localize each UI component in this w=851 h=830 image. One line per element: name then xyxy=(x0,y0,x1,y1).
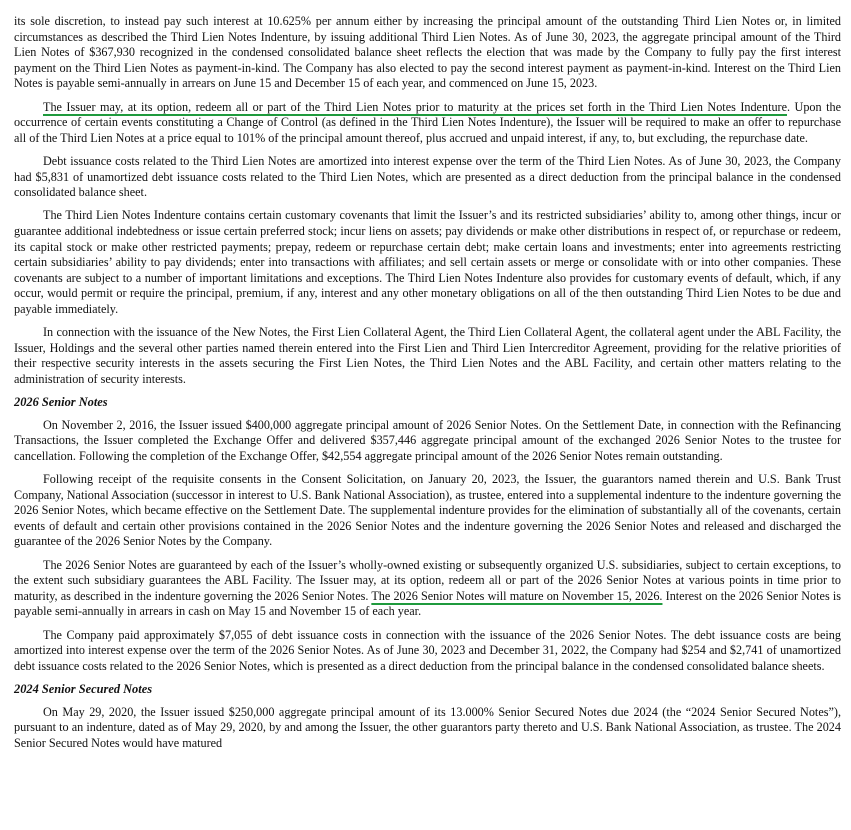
paragraph-third-lien-interest: its sole discretion, to instead pay such interest at 10.625% per annum either by increasing the principal amount of the outstanding Third Lien Notes or, in limited circumstances as described the Third Lien Notes Indenture, by issuing additional Third Lien Notes. As of June 30, 2023, the aggregate principal amount of the Third Lien Notes of $367,930 recognized in the condensed consolidated balance sheet reflects the election that was made by the Company to fully pay the first interest payment on the Third Lien Notes as payment-in-kind. The Company has also elected to pay the second interest payment as payment-in-kind. Interest on the Third Lien Notes is payable semi-annually in arrears on June 15 and December 15 of each year, and commenced on June 15, 2023. xyxy=(14,14,841,91)
paragraph-third-lien-redemption xyxy=(14,100,841,147)
guarantees-text: The 2026 Senior Notes are guaranteed by each of the Issuer’s wholly-owned existing or subsequently organized U.S. subsidiaries, subject to certain exceptions, to the extent such subsidiary guarantees the ABL Facility. The Issuer may, at its option, redeem all or part of the 2026 Senior Notes at various points in time prior to maturity, as described in the indenture governing the 2026 Senior Notes. xyxy=(14,557,841,603)
paragraph-third-lien-covenants: The Third Lien Notes Indenture contains certain customary covenants that limit the Issuer’s and its restricted subsidiaries’ ability to, among other things, incur or guarantee additional indebtedness or issue certain preferred stock; incur liens on assets; pay dividends or make other distributions in respect of, or repurchase or redeem, its capital stock or make other restricted payments; prepay, redeem or repurchase certain debt; make certain loans and investments; enter into agreements restricting certain subsidiaries’ ability to pay dividends; enter into transactions with affiliates; and sell certain assets or merge or consolidate with or into other companies. These covenants are subject to a number of important limitations and exceptions. The Third Lien Notes Indenture also provides for customary events of default, which, if any occur, would permit or require the principal, premium, if any, interest and any other monetary obligations on all of the then outstanding Third Lien Notes to be due and payable immediately. xyxy=(14,208,841,316)
heading-2024-senior-secured-notes: 2024 Senior Secured Notes xyxy=(14,681,153,696)
paragraph-2026-issuance: On November 2, 2016, the Issuer issued $400,000 aggregate principal amount of 2026 Senior Notes. On the Settlement Date, in connection with the Refinancing Transactions, the Issuer completed the Exchange Offer and delivered $357,446 aggregate principal amount of the exchanged 2026 Senior Notes to the trustee for cancellation. Following the completion of the Exchange Offer, $42,554 aggregate principal amount of the 2026 Senior Notes remain outstanding. xyxy=(14,417,841,463)
paragraph-2026-issuance-costs: The Company paid approximately $7,055 of debt issuance costs in connection with the issuance of the 2026 Senior Notes. The debt issuance costs are being amortized into interest expense over the term of the 2026 Senior Notes. As of June 30, 2023 and December 31, 2022, the Company had $254 and $2,741 of unamortized debt issuance costs related to the 2026 Senior Notes, which is presented as a direct deduction from the principal balance in the condensed consolidated balance sheets. xyxy=(14,627,841,673)
paragraph-2026-consent-solicitation: Following receipt of the requisite consents in the Consent Solicitation, on January 20, 2023, the Issuer, the guarantors named therein and U.S. Bank Trust Company, National Association (successor in interest to U.S. Bank National Association), as trustee, entered into a supplemental indenture to the indenture governing the 2026 Senior Notes, which became effective on the Settlement Date. The supplemental indenture provides for the elimination of substantially all of the covenants, certain events of default and certain other provisions contained in the 2026 Senior Notes and the indenture governing the 2026 Senior Notes and released and discharged the guarantee of the 2026 Senior Notes by the Company. xyxy=(14,472,841,549)
redemption-rest-text: . Upon the occurrence of certain events constituting a Change of Control (as defined in the Third Lien Notes Indenture), the Issuer will be required to make an offer to repurchase all of the Third Lien Notes at a price equal to 101% of the principal amount thereof, plus accrued and unpaid interest, if any, to, but excluding, the repurchase date. xyxy=(14,99,841,145)
interest-payment-text: Interest on the 2026 Senior Notes is payable semi-annually in arrears in cash on May 15 and November 15 of each year. xyxy=(14,588,841,619)
paragraph-intercreditor-agreement: In connection with the issuance of the New Notes, the First Lien Collateral Agent, the Third Lien Collateral Agent, the collateral agent under the ABL Facility, the Issuer, Holdings and the several other parties named therein entered into the First Lien and Third Lien Intercreditor Agreement, providing for the relative priorities of their respective security interests in the assets securing the First Lien Notes, the Third Lien Notes and the ABL Facility, and certain other matters relating to the administration of security interests. xyxy=(14,325,841,386)
highlighted-redemption-sentence: The Issuer may, at its option, redeem all or part of the Third Lien Notes prior to maturity at the prices set forth in the Third Lien Notes Indenture xyxy=(43,99,788,114)
paragraph-2026-guarantees xyxy=(14,558,841,620)
heading-2026-senior-notes: 2026 Senior Notes xyxy=(14,395,108,410)
highlighted-maturity-sentence: The 2026 Senior Notes will mature on November 15, 2026. xyxy=(371,588,663,603)
paragraph-2024-issuance: On May 29, 2020, the Issuer issued $250,000 aggregate principal amount of its 13.000% Senior Secured Notes due 2024 (the “2024 Senior Secured Notes”), pursuant to an indenture, dated as of May 29, 2020, by and among the Issuer, the other guarantors party thereto and U.S. Bank National Association, as trustee. The 2024 Senior Secured Notes would have matured xyxy=(14,704,841,750)
paragraph-third-lien-issuance-costs: Debt issuance costs related to the Third Lien Notes are amortized into interest expense over the term of the Third Lien Notes. As of June 30, 2023, the Company had $5,831 of unamortized debt issuance costs related to the Third Lien Notes, which are presented as a direct deduction from the principal balance in the condensed consolidated balance sheet. xyxy=(14,153,841,200)
